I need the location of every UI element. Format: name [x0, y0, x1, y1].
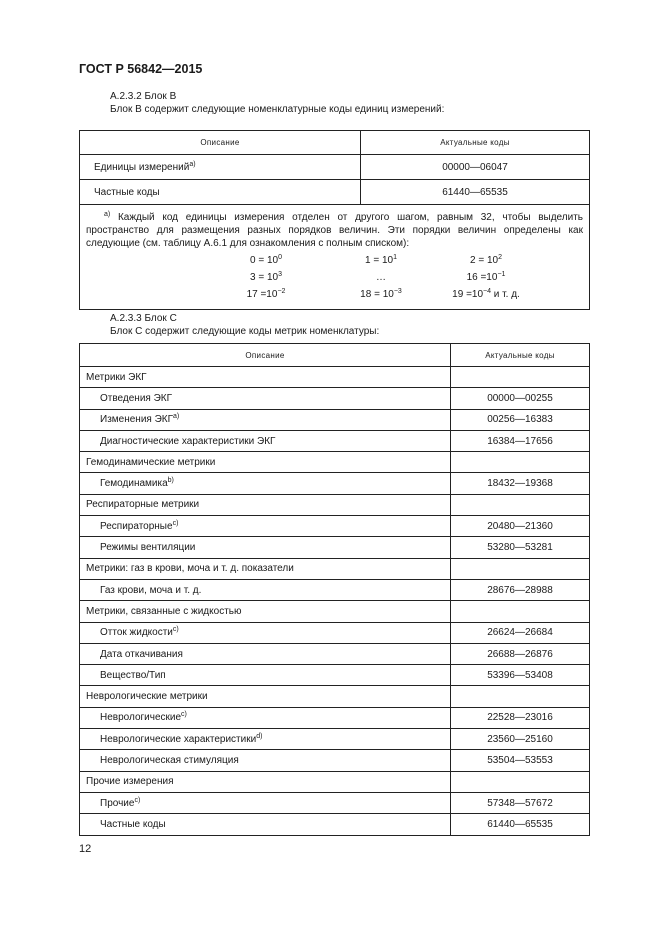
table-row [80, 537, 590, 558]
footnote-text: Каждый код единицы измерения отделен от другого шагом, равным 32, чтобы выделить пространство для размещения разных порядков величин. Эти порядки величин определены как следующие (см. таблицу А.6.1 для ознакомления с полным списком): [86, 212, 583, 249]
row-description [80, 473, 451, 494]
table-row [80, 180, 590, 205]
row-label: Газ крови, моча и т. д. [100, 584, 202, 596]
row-code [451, 494, 590, 515]
table-group-row [80, 452, 590, 473]
row-description [80, 180, 361, 205]
table-row [80, 792, 590, 813]
table-group-row [80, 494, 590, 515]
row-code: 00000—00255 [451, 388, 590, 409]
table-row [80, 473, 590, 494]
magnitude-base: 1 = 10 [365, 255, 394, 266]
row-description [80, 665, 451, 686]
row-description [80, 579, 451, 600]
table-row [80, 707, 590, 728]
row-label: Метрики ЭКГ [86, 371, 147, 383]
table-header-row [80, 131, 590, 155]
row-code: 61440—65535 [361, 180, 590, 205]
row-label: Метрики, связанные с жидкостью [86, 605, 242, 617]
magnitude-item [196, 288, 336, 301]
magnitude-item [196, 271, 336, 284]
row-label: Метрики: газ в крови, моча и т. д. показатели [86, 563, 294, 575]
magnitude-item [196, 254, 336, 267]
row-label: Отведения ЭКГ [100, 392, 173, 404]
row-label: Респираторные [100, 520, 173, 532]
row-code: 00256—16383 [451, 409, 590, 430]
row-description [80, 643, 451, 664]
table-row [80, 729, 590, 750]
footnote-mark: a) [189, 160, 196, 168]
row-description [80, 516, 451, 537]
document-header: ГОСТ Р 56842—2015 [79, 62, 203, 76]
row-code: 57348—57672 [451, 792, 590, 813]
table-row [80, 622, 590, 643]
row-label: Гемодинамика [100, 478, 168, 490]
magnitude-item [426, 288, 546, 301]
row-label: Вещество/Тип [100, 669, 166, 681]
row-code: 53396—53408 [451, 665, 590, 686]
magnitude-base: 19 =10 [452, 289, 484, 300]
magnitude-base: 16 =10 [466, 272, 498, 283]
table-group-row [80, 558, 590, 579]
row-code: 23560—25160 [451, 729, 590, 750]
row-description [80, 771, 451, 792]
row-description [80, 814, 451, 835]
row-label: Неврологические [100, 712, 182, 724]
footnote-mark: c) [181, 711, 187, 719]
footnote-row [80, 205, 590, 310]
row-description [80, 750, 451, 771]
row-code: 53504—53553 [451, 750, 590, 771]
row-description [80, 537, 451, 558]
magnitude-item [426, 271, 546, 284]
row-description [80, 792, 451, 813]
row-description [80, 686, 451, 707]
column-header-description: Описание [80, 344, 451, 367]
table-row [80, 409, 590, 430]
row-code: 20480—21360 [451, 516, 590, 537]
footnote-mark: a) [173, 413, 180, 421]
magnitude-item [426, 254, 546, 267]
magnitude-item [336, 288, 426, 301]
table-row [80, 750, 590, 771]
row-code: 22528—23016 [451, 707, 590, 728]
row-label: Отток жидкости [100, 627, 173, 639]
row-description [80, 430, 451, 451]
row-code [451, 686, 590, 707]
table-group-row [80, 367, 590, 388]
table-row [80, 516, 590, 537]
footnote-mark: d) [256, 732, 263, 740]
table-row [80, 579, 590, 600]
magnitude-item [336, 254, 426, 267]
magnitude-item [336, 271, 426, 284]
column-header-codes: Актуальные коды [361, 131, 590, 155]
row-label: Респираторные метрики [86, 499, 200, 511]
block-b-intro: Блок В содержит следующие номенклатурные коды единиц измерений: [110, 104, 445, 115]
magnitude-base: 0 = 10 [250, 255, 279, 266]
table-group-row [80, 771, 590, 792]
page-number: 12 [79, 843, 92, 855]
row-code [451, 558, 590, 579]
block-b-section-title: А.2.3.2 Блок В [110, 91, 177, 102]
row-code: 18432—19368 [451, 473, 590, 494]
magnitude-exponent: −4 [483, 288, 492, 295]
table-row [80, 643, 590, 664]
row-code: 53280—53281 [451, 537, 590, 558]
row-label: Диагностические характеристики ЭКГ [100, 435, 276, 447]
footnote-mark: b) [167, 477, 174, 485]
row-description [80, 452, 451, 473]
row-description [80, 409, 451, 430]
row-code [451, 601, 590, 622]
magnitude-exponent: 1 [393, 254, 397, 261]
row-code: 28676—28988 [451, 579, 590, 600]
row-description [80, 707, 451, 728]
magnitude-exponent: 2 [498, 254, 502, 261]
row-description [80, 367, 451, 388]
magnitude-exponent: −2 [277, 288, 286, 295]
row-code [451, 367, 590, 388]
table-group-row [80, 601, 590, 622]
row-label: Частные коды [100, 818, 166, 830]
magnitude-base: 3 = 10 [250, 272, 279, 283]
magnitude-base: … [376, 272, 386, 283]
row-label: Неврологические характеристики [100, 733, 257, 745]
table-group-row [80, 686, 590, 707]
block-b-table [79, 130, 590, 310]
table-row [80, 155, 590, 180]
footnote-mark: c) [172, 626, 179, 634]
table-row [80, 430, 590, 451]
table-row [80, 814, 590, 835]
row-label: Режимы вентиляции [100, 542, 196, 554]
row-code: 26688—26876 [451, 643, 590, 664]
row-code [451, 771, 590, 792]
row-label: Неврологические метрики [86, 691, 208, 703]
magnitude-grid [196, 254, 583, 301]
row-description [80, 622, 451, 643]
row-code: 26624—26684 [451, 622, 590, 643]
row-description [80, 494, 451, 515]
magnitude-base: 18 = 10 [360, 289, 394, 300]
row-label: Единицы измерений [94, 161, 190, 173]
row-label: Частные коды [94, 186, 160, 198]
block-c-intro: Блок С содержит следующие коды метрик номенклатуры: [110, 326, 380, 337]
row-label: Изменения ЭКГ [100, 414, 174, 426]
footnote-cell [80, 205, 590, 310]
magnitude-tail: и т. д. [491, 289, 520, 300]
row-description [80, 558, 451, 579]
row-label: Дата откачивания [100, 648, 183, 660]
row-description [80, 388, 451, 409]
magnitude-base: 2 = 10 [470, 255, 499, 266]
row-label: Неврологическая стимуляция [100, 754, 239, 766]
footnote-mark: a) [104, 211, 111, 218]
row-code: 00000—06047 [361, 155, 590, 180]
row-description [80, 601, 451, 622]
block-c-section-title: А.2.3.3 Блок С [110, 313, 177, 324]
row-label: Гемодинамические метрики [86, 456, 216, 468]
magnitude-exponent: 3 [278, 271, 282, 278]
footnote-mark: c) [172, 519, 179, 527]
row-code [451, 452, 590, 473]
table-header-row [80, 344, 590, 367]
row-description [80, 155, 361, 180]
magnitude-exponent: 0 [278, 254, 282, 261]
row-code: 61440—65535 [451, 814, 590, 835]
table-row [80, 665, 590, 686]
row-label: Прочие измерения [86, 776, 174, 788]
row-label: Прочие [100, 797, 135, 809]
footnote-mark: c) [134, 796, 141, 804]
magnitude-base: 17 =10 [246, 289, 278, 300]
column-header-description: Описание [80, 131, 361, 155]
footnote-text-block [86, 211, 583, 250]
table-row [80, 388, 590, 409]
column-header-codes: Актуальные коды [451, 344, 590, 367]
block-c-table [79, 343, 590, 836]
row-code: 16384—17656 [451, 430, 590, 451]
row-description [80, 729, 451, 750]
magnitude-exponent: −1 [497, 271, 506, 278]
magnitude-exponent: −3 [393, 288, 402, 295]
